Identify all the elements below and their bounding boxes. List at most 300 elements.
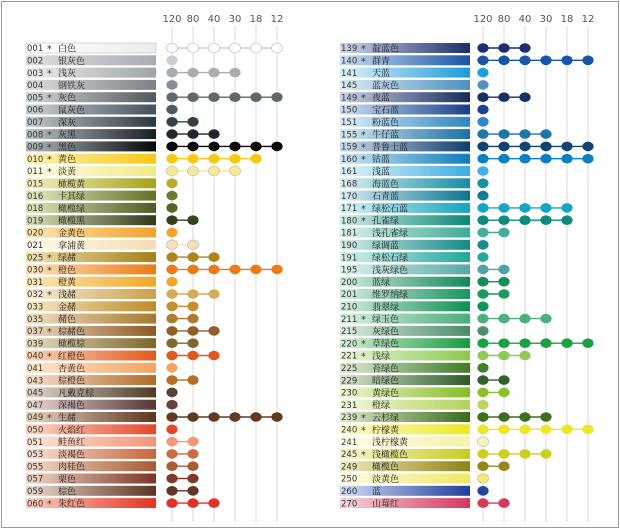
- size-availability-dot: [208, 92, 219, 102]
- color-name: 夜蓝: [372, 93, 391, 104]
- size-availability-dot: [229, 142, 240, 152]
- star-mark: *: [47, 44, 52, 55]
- size-availability-dot: [477, 486, 488, 496]
- size-availability-dot: [519, 56, 530, 66]
- color-swatch-bar: [340, 412, 470, 422]
- size-availability-dot: [477, 252, 488, 262]
- color-swatch-bar: [26, 449, 156, 459]
- color-swatch-bar: [340, 363, 470, 373]
- color-name: 蓝灰色: [372, 81, 400, 92]
- star-mark: *: [47, 499, 52, 511]
- star-mark: *: [47, 68, 52, 80]
- size-availability-dot: [187, 166, 198, 176]
- color-name: 灰色: [58, 93, 77, 104]
- size-availability-dot: [477, 240, 488, 250]
- size-availability-dot: [498, 461, 509, 471]
- color-swatch-bar: [340, 338, 470, 351]
- star-mark: *: [47, 142, 52, 154]
- size-availability-dot: [582, 154, 593, 164]
- size-availability-dot: [477, 142, 488, 152]
- color-name: 石青蓝: [372, 192, 400, 203]
- color-code: 221: [341, 351, 358, 362]
- color-code: 033: [27, 302, 44, 313]
- color-swatch-bar: [340, 117, 470, 127]
- color-name: 黄色: [58, 155, 77, 166]
- size-availability-dot: [187, 326, 198, 336]
- size-availability-dot: [166, 105, 177, 115]
- color-code: 150: [341, 105, 358, 116]
- size-availability-dot: [498, 338, 509, 348]
- color-swatch-bar: [26, 55, 156, 65]
- color-code: 240: [341, 425, 358, 436]
- color-code: 011: [27, 167, 44, 178]
- color-swatch-bar: [340, 178, 470, 188]
- color-name: 朱红色: [58, 499, 86, 510]
- column-header: 30: [539, 14, 553, 25]
- color-name: 蓝: [372, 487, 382, 498]
- size-availability-dot: [271, 43, 282, 53]
- size-availability-dot: [187, 252, 198, 262]
- color-name: 橙色: [58, 265, 77, 276]
- color-name: 深褐色: [58, 401, 86, 412]
- color-code: 139: [341, 44, 358, 55]
- size-availability-dot: [166, 56, 177, 66]
- size-availability-dot: [498, 56, 509, 66]
- size-availability-dot: [208, 166, 219, 176]
- size-availability-dot: [187, 154, 198, 164]
- size-availability-dot: [561, 56, 572, 66]
- size-availability-dot: [477, 474, 488, 484]
- color-swatch-bar: [340, 154, 470, 164]
- color-name: 暗绿色: [372, 376, 400, 387]
- color-code: 210: [341, 302, 358, 313]
- size-availability-dot: [208, 351, 219, 361]
- color-code: 004: [27, 81, 44, 92]
- color-name: 红橙色: [58, 352, 86, 362]
- size-availability-dot: [166, 400, 177, 410]
- color-name: 橙绿: [372, 401, 391, 412]
- color-name: 棕赭色: [58, 327, 86, 338]
- size-availability-dot: [250, 142, 261, 152]
- color-swatch-bar: [26, 154, 156, 164]
- star-mark: *: [361, 130, 366, 142]
- color-swatch-bar: [26, 375, 156, 385]
- color-code: 039: [27, 339, 44, 350]
- size-availability-dot: [187, 289, 198, 299]
- size-availability-dot: [540, 56, 551, 66]
- color-name: 维罗纳绿: [372, 290, 409, 301]
- size-availability-dot: [166, 363, 177, 373]
- star-mark: *: [47, 351, 52, 363]
- star-mark: *: [361, 216, 366, 228]
- color-code: 180: [341, 216, 358, 227]
- size-availability-dot: [187, 474, 198, 484]
- size-availability-dot: [166, 302, 177, 312]
- size-availability-dot: [519, 129, 530, 139]
- color-name: 靛蓝色: [372, 44, 400, 55]
- size-availability-dot: [229, 43, 240, 53]
- size-availability-dot: [166, 142, 177, 152]
- color-name: 拿浦黄: [58, 241, 86, 252]
- color-name: 橄榄黑: [58, 216, 86, 227]
- star-mark: *: [361, 339, 366, 351]
- size-availability-dot: [229, 412, 240, 422]
- color-swatch-bar: [26, 363, 156, 373]
- size-availability-dot: [519, 314, 530, 324]
- star-mark: *: [47, 93, 52, 105]
- size-availability-dot: [166, 498, 177, 508]
- color-code: 171: [341, 204, 358, 215]
- size-availability-dot: [187, 375, 198, 385]
- color-swatch-bar: [26, 43, 156, 53]
- size-availability-dot: [477, 154, 488, 164]
- color-name: 淡黄色: [372, 475, 400, 485]
- size-availability-dot: [498, 154, 509, 164]
- size-availability-dot: [166, 375, 177, 385]
- star-mark: *: [47, 253, 52, 265]
- size-availability-dot: [519, 425, 530, 435]
- color-name: 绿调蓝: [372, 241, 400, 252]
- color-swatch-bar: [340, 461, 470, 471]
- star-mark: *: [47, 154, 52, 166]
- size-availability-dot: [498, 498, 509, 508]
- size-availability-dot: [187, 92, 198, 102]
- size-availability-dot: [166, 240, 177, 250]
- size-availability-dot: [166, 129, 177, 139]
- color-swatch-bar: [26, 228, 156, 238]
- size-availability-dot: [519, 154, 530, 164]
- color-name: 橄榄绿: [58, 204, 86, 215]
- color-swatch-bar: [340, 277, 470, 287]
- color-code: 005: [27, 93, 44, 104]
- size-availability-dot: [519, 412, 530, 422]
- color-code: 140: [341, 56, 358, 67]
- size-availability-dot: [477, 191, 488, 201]
- size-availability-dot: [498, 142, 509, 152]
- color-name: 鲑鱼红: [58, 438, 86, 449]
- star-mark: *: [47, 167, 52, 178]
- size-availability-dot: [477, 215, 488, 225]
- color-swatch-bar: [26, 289, 156, 299]
- color-swatch-bar: [26, 240, 156, 250]
- color-name: 浅橄榄色: [372, 450, 409, 461]
- color-name: 群青: [372, 56, 391, 67]
- size-availability-dot: [187, 240, 198, 250]
- color-swatch-bar: [26, 400, 156, 410]
- color-code: 045: [27, 388, 44, 399]
- color-code: 021: [27, 241, 44, 251]
- size-availability-dot: [477, 289, 488, 299]
- color-code: 051: [27, 437, 44, 448]
- color-code: 220: [341, 339, 358, 350]
- size-availability-dot: [477, 43, 488, 53]
- color-code: 049: [27, 413, 44, 424]
- color-code: 160: [341, 154, 358, 165]
- size-availability-dot: [187, 129, 198, 139]
- color-swatch-bar: [26, 178, 156, 188]
- size-availability-dot: [187, 43, 198, 53]
- color-swatch-bar: [340, 375, 470, 385]
- color-code: 190: [341, 241, 358, 251]
- column-header: 30: [228, 14, 242, 25]
- size-availability-dot: [229, 92, 240, 102]
- size-availability-dot: [229, 265, 240, 275]
- color-swatch-bar: [340, 301, 470, 311]
- size-availability-dot: [582, 142, 593, 152]
- size-availability-dot: [498, 449, 509, 459]
- size-availability-dot: [540, 215, 551, 225]
- color-code: 195: [341, 265, 358, 276]
- color-code: 155: [341, 130, 358, 141]
- color-swatch-bar: [340, 387, 470, 397]
- color-code: 016: [27, 191, 44, 202]
- size-availability-dot: [250, 412, 261, 422]
- color-code: 055: [27, 462, 44, 473]
- color-name: 浅灰绿色: [372, 265, 409, 276]
- size-availability-dot: [477, 375, 488, 385]
- size-availability-dot: [208, 412, 219, 422]
- color-name: 栗色: [58, 475, 77, 485]
- color-name: 鼠灰色: [58, 106, 86, 116]
- size-availability-dot: [250, 43, 261, 53]
- size-availability-dot: [166, 166, 177, 176]
- size-availability-dot: [208, 326, 219, 336]
- color-swatch-bar: [26, 80, 156, 90]
- color-name: 浅赭: [58, 290, 77, 301]
- size-availability-dot: [166, 191, 177, 201]
- size-availability-dot: [477, 228, 488, 238]
- color-name: 钢铁灰: [58, 81, 86, 92]
- size-availability-dot: [187, 461, 198, 471]
- size-availability-dot: [498, 203, 509, 213]
- color-name: 棕橙色: [58, 376, 86, 387]
- size-availability-dot: [187, 117, 198, 127]
- size-availability-dot: [582, 56, 593, 66]
- size-availability-dot: [561, 425, 572, 435]
- color-name: 杏黄色: [58, 364, 86, 375]
- color-code: 040: [27, 351, 44, 362]
- star-mark: *: [47, 326, 52, 338]
- size-availability-dot: [540, 425, 551, 435]
- color-code: 211: [341, 314, 358, 325]
- column-header: 80: [186, 14, 200, 25]
- column-header: 18: [249, 14, 263, 25]
- color-swatch-bar: [26, 424, 156, 434]
- color-code: 141: [341, 68, 358, 79]
- size-availability-dot: [166, 117, 177, 127]
- color-swatch-bar: [340, 105, 470, 115]
- color-name: 白色: [58, 44, 77, 55]
- size-availability-dot: [498, 314, 509, 324]
- color-swatch-bar: [340, 474, 470, 484]
- size-availability-dot: [187, 142, 198, 152]
- color-name: 天蓝: [372, 69, 391, 80]
- star-mark: *: [47, 413, 52, 424]
- color-code: 229: [341, 376, 358, 387]
- size-availability-dot: [540, 203, 551, 213]
- color-name: 浅孔雀绿: [372, 229, 409, 239]
- size-availability-dot: [187, 412, 198, 422]
- column-header: 12: [270, 14, 284, 25]
- star-mark: *: [47, 290, 52, 301]
- color-name: 火焰红: [58, 425, 86, 436]
- color-name: 淡褐色: [58, 450, 86, 461]
- color-swatch-bar: [340, 314, 470, 324]
- color-code: 050: [27, 425, 44, 436]
- size-availability-dot: [208, 68, 219, 78]
- color-name: 浅柠檬黄: [372, 438, 409, 449]
- size-availability-dot: [477, 400, 488, 410]
- size-availability-dot: [166, 265, 177, 275]
- column-header: 120: [162, 14, 182, 25]
- size-availability-dot: [166, 388, 177, 398]
- size-availability-dot: [187, 215, 198, 225]
- color-swatch-bar: [26, 105, 156, 115]
- size-availability-dot: [477, 129, 488, 139]
- color-name: 浅绿: [372, 352, 391, 362]
- color-swatch-bar: [26, 129, 156, 142]
- color-code: 037: [27, 327, 44, 338]
- color-swatch-bar: [26, 486, 156, 496]
- color-name: 灰绿色: [372, 327, 400, 338]
- color-swatch-bar: [26, 474, 156, 484]
- color-code: 057: [27, 474, 44, 485]
- star-mark: *: [361, 93, 366, 105]
- size-availability-dot: [477, 326, 488, 336]
- color-code: 059: [27, 487, 44, 497]
- size-availability-dot: [477, 302, 488, 312]
- color-code: 047: [27, 400, 44, 411]
- column-header: 120: [473, 14, 493, 25]
- color-name: 凡戴克棕: [58, 388, 95, 399]
- size-availability-dot: [250, 265, 261, 275]
- star-mark: *: [361, 425, 366, 437]
- color-code: 201: [341, 290, 358, 301]
- color-code: 168: [341, 179, 358, 190]
- size-availability-dot: [166, 351, 177, 361]
- color-swatch-bar: [26, 412, 156, 422]
- size-availability-dot: [166, 486, 177, 496]
- size-availability-dot: [477, 461, 488, 471]
- size-availability-dot: [271, 412, 282, 422]
- size-availability-dot: [519, 142, 530, 152]
- size-availability-dot: [519, 43, 530, 53]
- color-name: 生赭: [58, 413, 77, 424]
- color-name: 孔雀绿: [372, 216, 400, 227]
- size-availability-dot: [187, 351, 198, 361]
- size-availability-dot: [477, 265, 488, 275]
- size-availability-dot: [561, 154, 572, 164]
- size-availability-dot: [229, 68, 240, 78]
- star-mark: *: [361, 154, 366, 166]
- size-availability-dot: [166, 277, 177, 287]
- color-code: 161: [341, 167, 358, 178]
- color-swatch-bar: [26, 338, 156, 348]
- size-availability-dot: [208, 498, 219, 508]
- size-availability-dot: [498, 265, 509, 275]
- color-swatch-bar: [340, 215, 470, 228]
- size-availability-dot: [477, 179, 488, 189]
- color-code: 200: [341, 277, 358, 288]
- color-swatch-bar: [26, 92, 156, 105]
- size-availability-dot: [166, 326, 177, 336]
- color-code: 250: [341, 474, 358, 485]
- size-availability-dot: [540, 412, 551, 422]
- size-availability-dot: [498, 412, 509, 422]
- color-swatch-bar: [340, 92, 470, 105]
- color-swatch-bar: [26, 68, 156, 78]
- size-availability-dot: [208, 265, 219, 275]
- size-availability-dot: [208, 129, 219, 139]
- color-swatch-bar: [340, 166, 470, 176]
- color-name: 绿松石绿: [372, 253, 409, 264]
- size-availability-dot: [582, 425, 593, 435]
- color-name: 淡黄: [58, 167, 77, 178]
- size-availability-dot: [477, 117, 488, 127]
- size-availability-dot: [561, 142, 572, 152]
- color-swatch-bar: [26, 498, 156, 511]
- size-availability-dot: [250, 154, 261, 164]
- column-header: 18: [560, 14, 574, 25]
- color-code: 231: [341, 400, 358, 411]
- size-availability-dot: [187, 449, 198, 459]
- color-code: 159: [341, 142, 358, 153]
- size-availability-dot: [477, 68, 488, 78]
- size-availability-dot: [166, 215, 177, 225]
- star-mark: *: [361, 203, 366, 215]
- color-swatch-bar: [340, 240, 470, 250]
- color-swatch-bar: [26, 437, 156, 447]
- color-swatch-bar: [26, 301, 156, 311]
- color-code: 031: [27, 277, 44, 288]
- size-availability-dot: [477, 80, 488, 90]
- color-swatch-bar: [26, 264, 156, 277]
- color-swatch-bar: [26, 277, 156, 287]
- size-availability-dot: [477, 166, 488, 176]
- color-swatch-bar: [26, 191, 156, 201]
- size-availability-dot: [166, 449, 177, 459]
- size-availability-dot: [540, 129, 551, 139]
- size-availability-dot: [166, 252, 177, 262]
- color-code: 010: [27, 154, 44, 165]
- size-availability-dot: [477, 338, 488, 348]
- size-availability-dot: [519, 338, 530, 348]
- color-code: 181: [341, 228, 358, 239]
- size-availability-dot: [166, 80, 177, 90]
- color-swatch-bar: [340, 43, 470, 53]
- color-swatch-bar: [340, 191, 470, 201]
- color-code: 003: [27, 68, 44, 79]
- color-name: 肉桂色: [58, 462, 86, 473]
- size-availability-dot: [498, 388, 509, 398]
- size-availability-dot: [477, 437, 488, 447]
- color-swatch-bar: [26, 252, 156, 265]
- size-availability-dot: [477, 56, 488, 66]
- color-name: 苔绿色: [372, 364, 400, 375]
- color-name: 橄榄黄: [58, 179, 86, 190]
- color-name: 银灰色: [58, 56, 86, 67]
- color-name: 黑色: [58, 142, 77, 153]
- color-swatch-bar: [26, 166, 156, 176]
- size-availability-dot: [498, 289, 509, 299]
- color-name: 云杉绿: [372, 413, 400, 424]
- size-availability-dot: [477, 92, 488, 102]
- size-availability-dot: [166, 474, 177, 484]
- size-availability-dot: [250, 92, 261, 102]
- color-name: 普鲁士蓝: [372, 142, 409, 153]
- size-availability-dot: [166, 437, 177, 447]
- size-availability-dot: [519, 215, 530, 225]
